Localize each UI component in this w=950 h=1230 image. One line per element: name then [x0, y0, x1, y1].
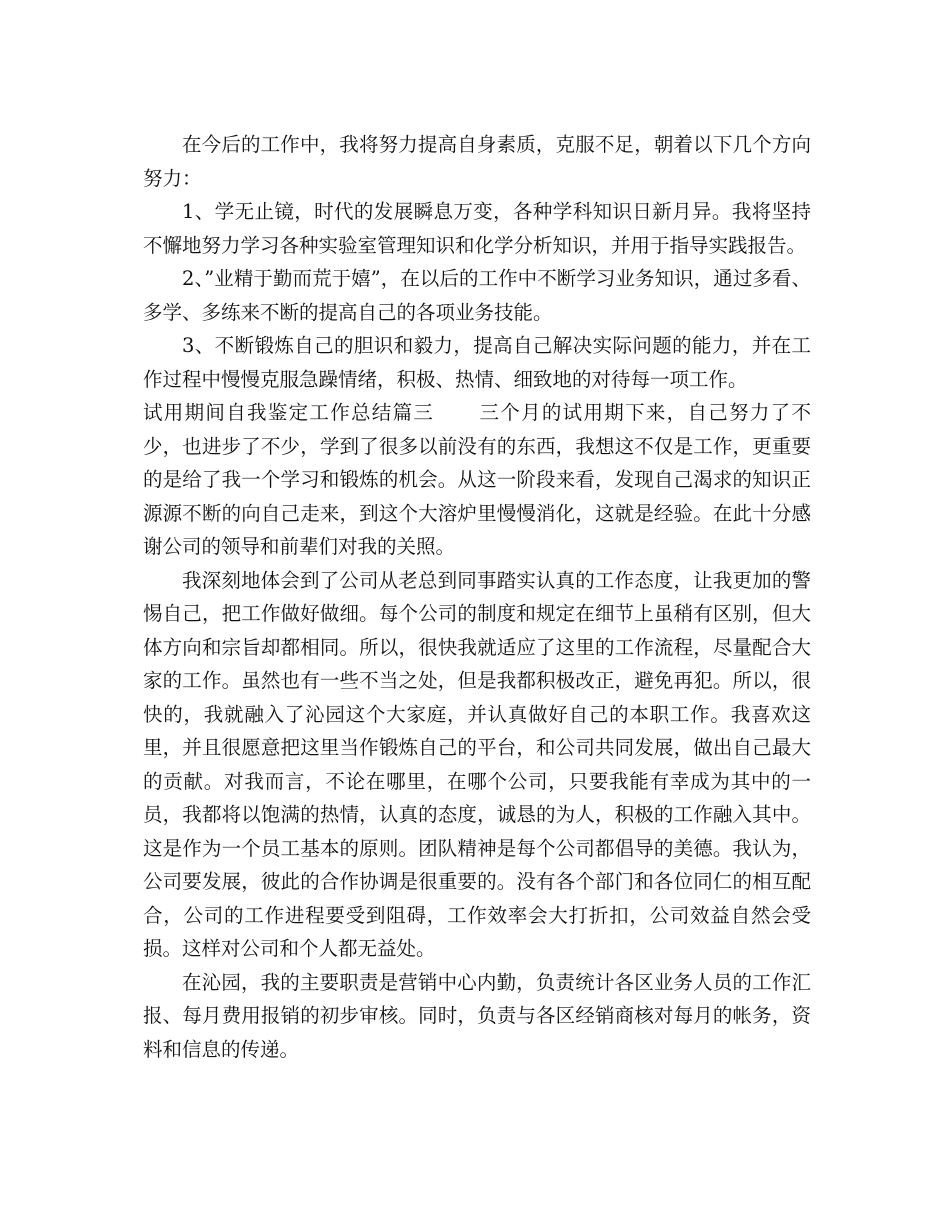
document-body: [143, 128, 811, 1066]
paragraph-item-3: 3、不断锻炼自己的胆识和毅力，提高自己解决实际问题的能力，并在工作过程中慢慢克服急躁情绪，积极、热情、细致地的对待每一项工作。: [143, 334, 811, 391]
paragraph-body-2: 在沁园，我的主要职责是营销中心内勤，负责统计各区业务人员的工作汇报、每月费用报销的初步审核。同时，负责与各区经销商核对每月的帐务，资料和信息的传递。: [143, 970, 811, 1061]
paragraph-body-1: 我深刻地体会到了公司从老总到同事踏实认真的工作态度，让我更加的警惕自己，把工作做好做细。每个公司的制度和规定在细节上虽稍有区别，但大体方向和宗旨却都相同。所以，很快我就适应了这里的工作流程，尽量配合大家的工作。虽然也有一些不当之处，但是我都积极改正，避免再犯。所以，很快的，我就融入了沁园这个大家庭，并认真做好自己的本职工作。我喜欢这里，并且很愿意把这里当作锻炼自己的平台，和公司共同发展，做出自己最大的贡献。对我而言，不论在哪里，在哪个公司，只要我能有幸成为其中的一员，我都将以饱满的热情，认真的态度，诚恳的为人，积极的工作融入其中。这是作为一个员工基本的原则。团队精神是每个公司都倡导的美德。我认为，公司要发展，彼此的合作协调是很重要的。没有各个部门和各位同仁的相互配合，公司的工作进程要受到阻碍，工作效率会大打折扣，公司效益自然会受损。这样对公司和个人都无益处。: [143, 568, 811, 960]
paragraph-item-1: 1、学无止镜，时代的发展瞬息万变，各种学科知识日新月异。我将坚持不懈地努力学习各种实验室管理知识和化学分析知识，并用于指导实践报告。: [143, 200, 811, 257]
paragraph-intro: 在今后的工作中，我将努力提高自身素质，克服不足，朝着以下几个方向努力：: [143, 133, 811, 190]
paragraph-item-2: 2、”业精于勤而荒于嬉”，在以后的工作中不断学习业务知识，通过多看、多学、多练来不断的提高自己的各项业务技能。: [143, 267, 811, 324]
section-heading: 试用期间自我鉴定工作总结篇三: [143, 401, 435, 424]
section-text: 三个月的试用期下来，自己努力了不少，也进步了不少，学到了很多以前没有的东西，我想这不仅是工作，更重要的是给了我一个学习和锻炼的机会。从这一阶段来看，发现自己渴求的知识正源源不断的向自己走来，到这个大溶炉里慢慢消化，这就是经验。在此十分感谢公司的领导和前辈们对我的关照。: [143, 401, 811, 558]
section-paragraph: [143, 396, 811, 564]
